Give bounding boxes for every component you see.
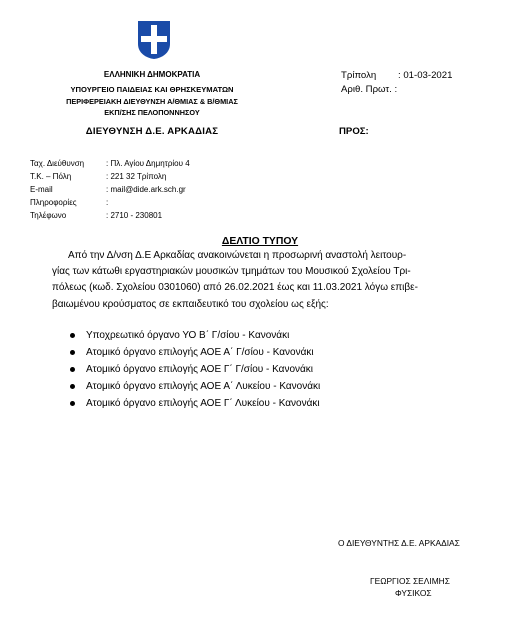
list-item	[86, 364, 313, 375]
body-line: Από την Δ/νση Δ.Ε Αρκαδίας ανακοινώνεται η προσωρινή αναστολή λειτουρ-	[68, 250, 407, 261]
contact-value-info: :	[106, 198, 109, 207]
contact-value-postcode: : 221 32 Τρίπολη	[106, 172, 167, 181]
signature-name: ΓΕΩΡΓΙΟΣ ΣΕΛΙΜΗΣ	[370, 576, 450, 586]
contact-label-phone: Τηλέφωνο	[30, 211, 67, 220]
list-item-text: Ατομικό όργανο επιλογής ΑΟΕ Γ΄ Γ/σίου - Κανονάκι	[86, 364, 314, 375]
list-item-text: Υποχρεωτικό όργανο ΥΟ Β΄ Γ/σίου - Κανονάκι	[86, 330, 290, 341]
contact-value-address: : Πλ. Αγίου Δημητρίου 4	[106, 159, 190, 168]
body-line: γίας των κάτωθι εργαστηριακών μουσικών τμημάτων του Μουσικού Σχολείου Τρι-	[52, 266, 411, 278]
list-item-text: Ατομικό όργανο επιλογής ΑΟΕ Α΄ Γ/σίου - Κανονάκι	[86, 347, 314, 358]
body-line: βαιωμένου κρούσματος σε εκπαιδευτικό του σχολείου ως εξής:	[52, 298, 329, 310]
list-item	[86, 347, 314, 358]
contact-label-email: E-mail	[30, 185, 53, 194]
list-item	[86, 398, 320, 409]
header-region: ΕΚΠ/ΣΗΣ ΠΕΛΟΠΟΝΝΗΣΟΥ	[104, 108, 200, 117]
contact-value-email[interactable]: : mail@dide.ark.sch.gr	[106, 185, 186, 194]
bullet-icon	[70, 350, 75, 355]
header-directorate: ΔΙΕΥΘΥΝΣΗ Δ.Ε. ΑΡΚΑΔΙΑΣ	[85, 126, 219, 137]
header-republic: ΕΛΛΗΝΙΚΗ ΔΗΜΟΚΡΑΤΙΑ	[103, 70, 201, 79]
body-paragraph	[52, 248, 485, 313]
document-title	[0, 236, 520, 247]
signature-role: Ο ΔΙΕΥΘΥΝΤΗΣ Δ.Ε. ΑΡΚΑΔΙΑΣ	[338, 538, 460, 548]
place-label: Τρίπολη	[341, 70, 377, 81]
contact-label-postcode: Τ.Κ. – Πόλη	[30, 172, 72, 181]
body-line: πόλεως (κωδ. Σχολείου 0301060) από 26.02.2021 έως και 11.03.2021 λόγω επιβε-	[52, 282, 418, 294]
contact-value-phone: : 2710 - 230801	[106, 211, 163, 220]
list-item-text: Ατομικό όργανο επιλογής ΑΟΕ Α΄ Λυκείου - Κανονάκι	[86, 381, 321, 392]
signature-title: ΦΥΣΙΚΟΣ	[395, 588, 432, 598]
bullet-icon	[70, 401, 75, 406]
header-regional: ΠΕΡΙΦΕΡΕΙΑΚΗ ΔΙΕΥΘΥΝΣΗ Α/ΘΜΙΑΣ & Β/ΘΜΙΑΣ	[66, 97, 238, 106]
list-item-text: Ατομικό όργανο επιλογής ΑΟΕ Γ΄ Λυκείου - Κανονάκι	[86, 398, 320, 409]
header-ministry: ΥΠΟΥΡΓΕΙΟ ΠΑΙΔΕΙΑΣ ΚΑΙ ΘΡΗΣΚΕΥΜΑΤΩΝ	[70, 85, 234, 94]
bullet-icon	[70, 333, 75, 338]
greek-coat-of-arms-icon	[137, 20, 171, 60]
bullet-icon	[70, 384, 75, 389]
date-value: : 01-03-2021	[398, 70, 453, 81]
list-item	[86, 330, 289, 341]
list-item	[86, 381, 320, 392]
contact-label-info: Πληροφορίες	[30, 198, 77, 207]
contact-label-address: Ταχ. Διεύθυνση	[30, 159, 85, 168]
bullet-icon	[70, 367, 75, 372]
document-title-text: ΔΕΛΤΙΟ ΤΥΠΟΥ	[221, 236, 299, 247]
protocol-label: Αριθ. Πρωτ. :	[341, 84, 398, 95]
recipient-label: ΠΡΟΣ:	[339, 126, 369, 137]
